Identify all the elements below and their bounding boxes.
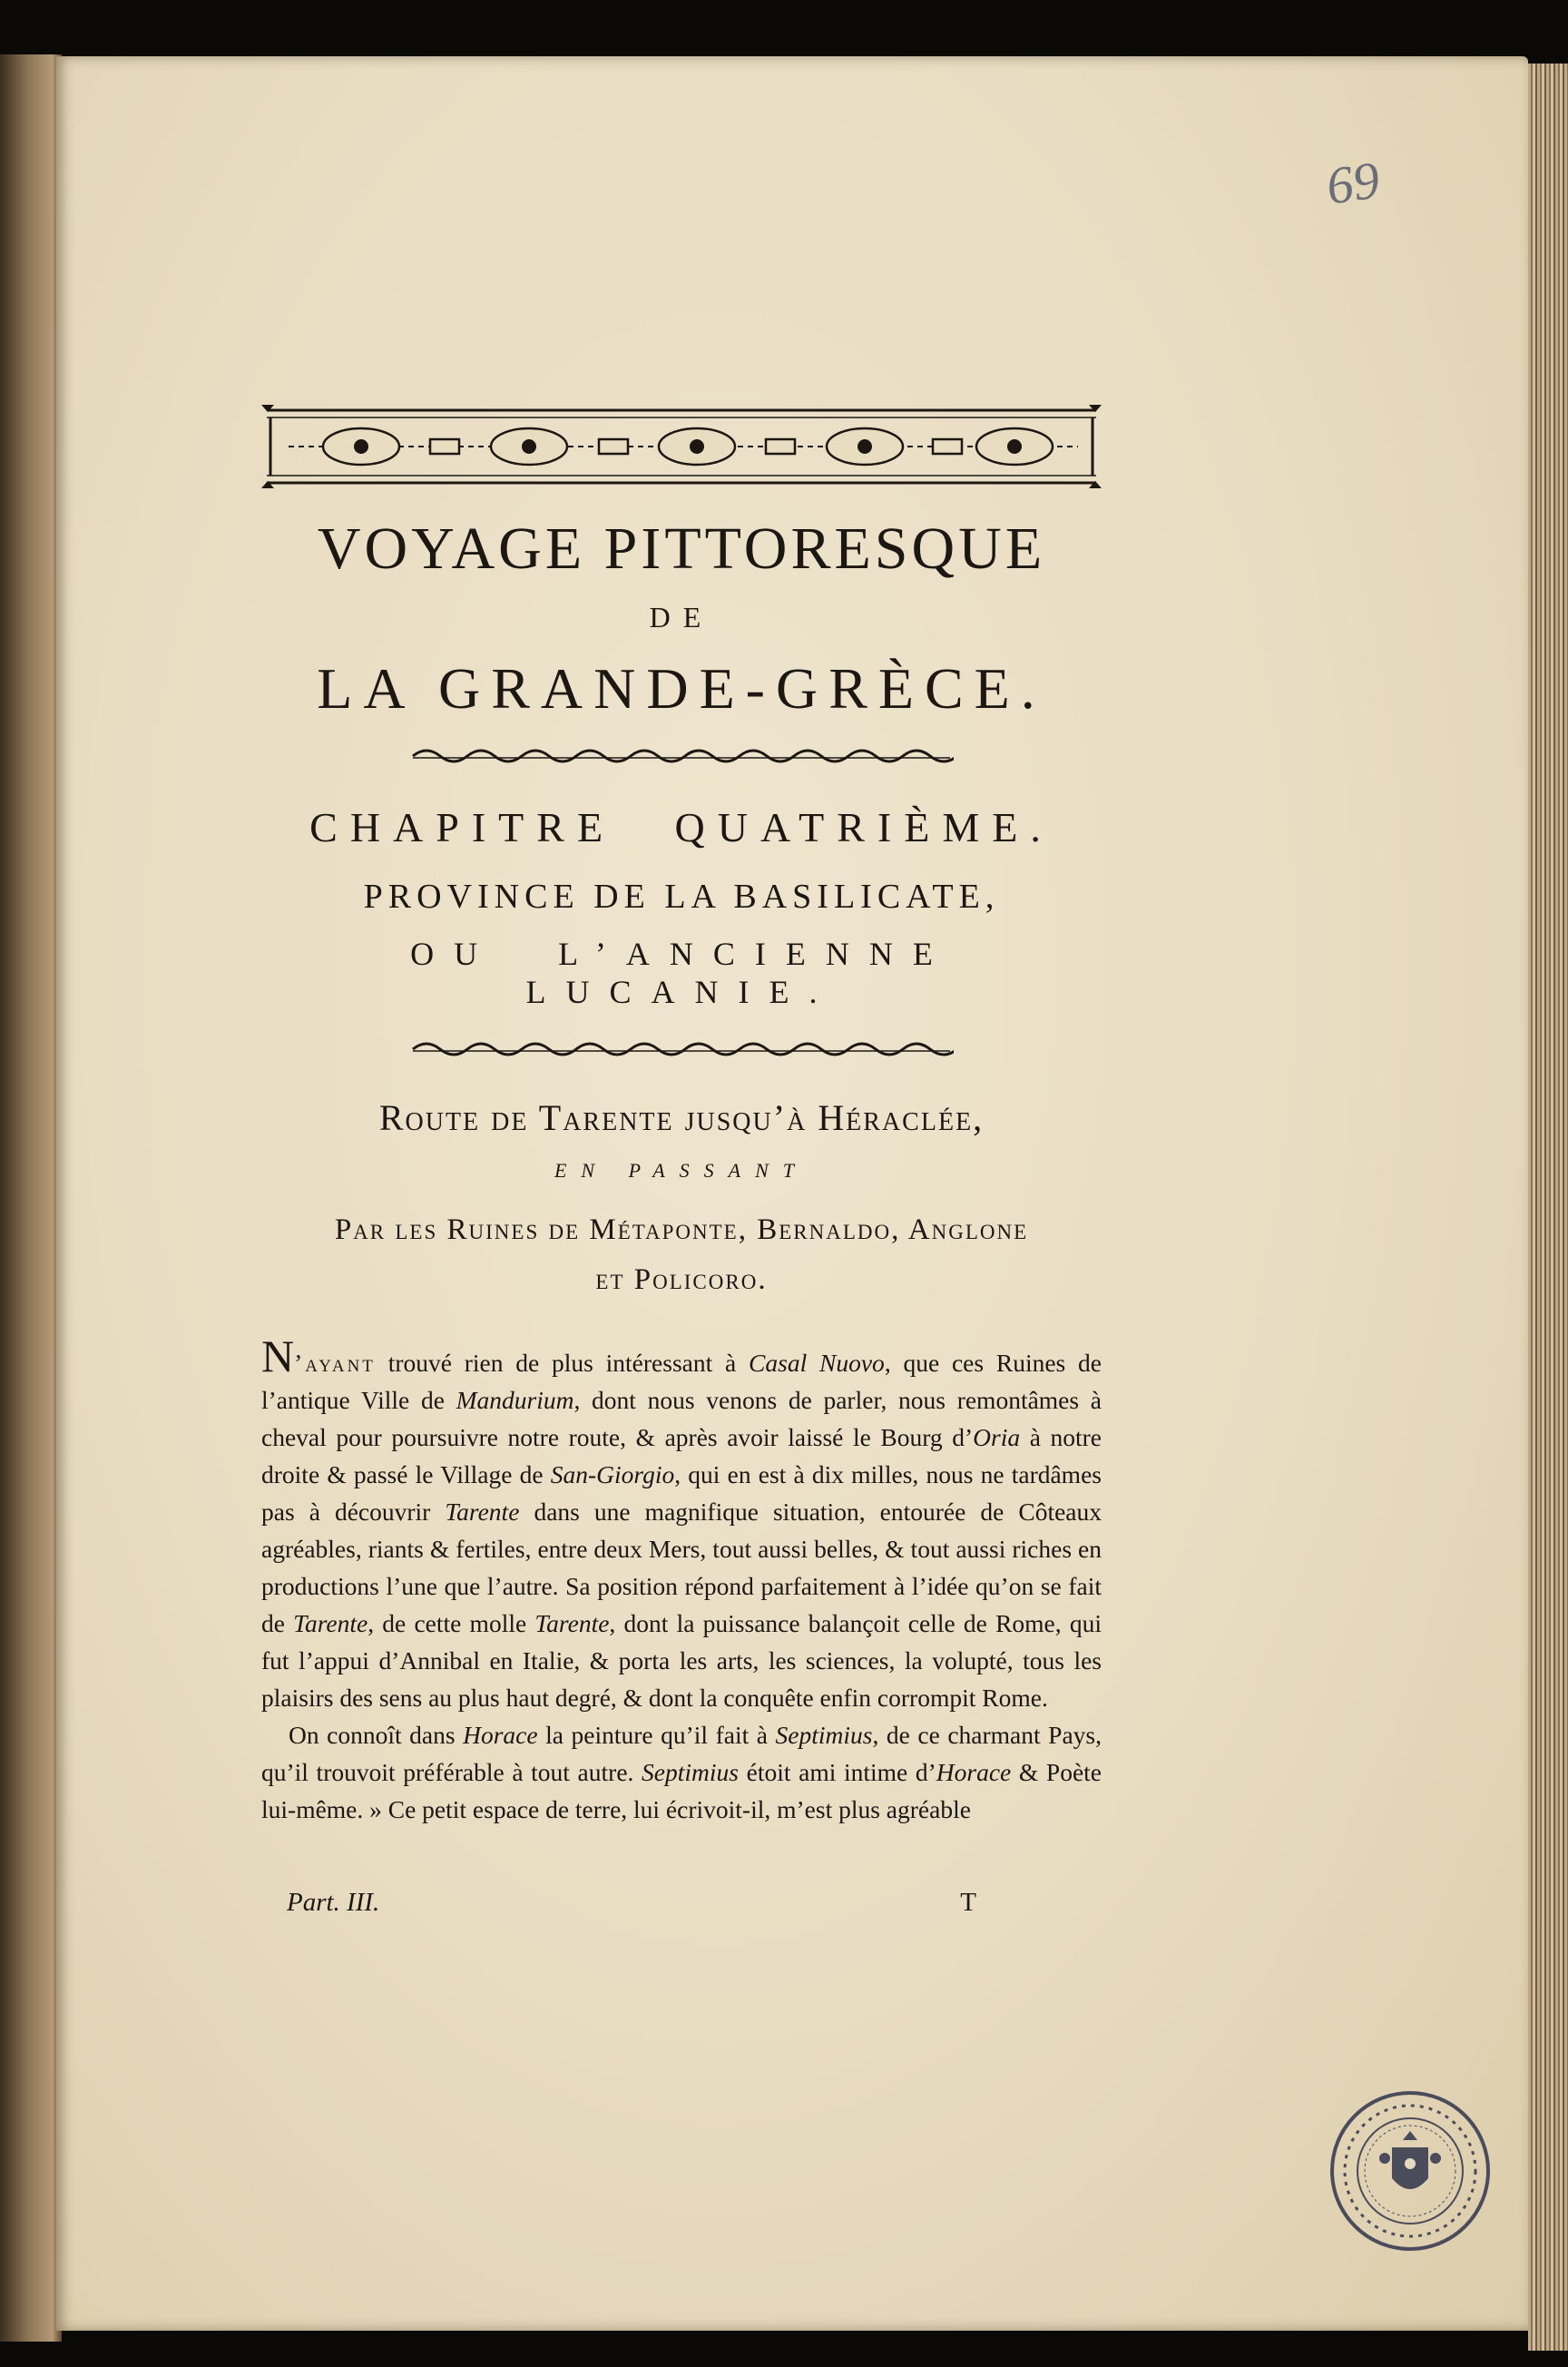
left-page-edge bbox=[0, 54, 62, 2342]
folio-number: 69 bbox=[1322, 150, 1384, 216]
text-run: & Poète lui-même. » Ce petit espace de terre, lui écrivoit-il, m’est plus agréable bbox=[261, 1758, 1102, 1823]
body-text bbox=[261, 1333, 1102, 1828]
text-run: étoit ami intime d’ bbox=[738, 1758, 936, 1786]
italic-place-name: Tarente bbox=[293, 1609, 368, 1637]
text-run: à notre droite & passé le Village de bbox=[261, 1423, 1102, 1488]
right-page-edges bbox=[1528, 64, 1568, 2351]
lead-small-caps: ’ayant bbox=[294, 1349, 376, 1377]
italic-name: Septimius bbox=[775, 1721, 873, 1749]
italic-name: Septimius bbox=[642, 1758, 739, 1786]
chapter-heading: CHAPITRE QUATRIÈME. bbox=[309, 804, 1054, 850]
title-voyage-pittoresque: VOYAGE PITTORESQUE bbox=[317, 516, 1046, 582]
route-heading: Route de Tarente jusqu’à Héraclée, bbox=[378, 1097, 985, 1138]
route-places-end: et Policoro. bbox=[595, 1263, 768, 1296]
ornament-chain-2 bbox=[409, 1038, 954, 1060]
text-run: On connoît dans bbox=[289, 1721, 464, 1749]
text-run: , que ces Ruines de l’antique Ville de bbox=[261, 1349, 1102, 1414]
italic-place-name: Oria bbox=[973, 1423, 1021, 1451]
route-en-passant: EN PASSANT bbox=[554, 1159, 808, 1182]
text-run: la peinture qu’il fait à bbox=[537, 1721, 776, 1749]
title-de: DE bbox=[649, 601, 714, 633]
italic-name: Horace bbox=[936, 1758, 1012, 1786]
drop-cap: N bbox=[261, 1331, 295, 1381]
italic-place-name: Tarente bbox=[534, 1609, 610, 1637]
signature-mark: T bbox=[960, 1888, 976, 1917]
page-content bbox=[261, 405, 1102, 1828]
page-footer bbox=[287, 1888, 976, 1924]
text-run: trouvé rien de plus intéressant à bbox=[375, 1349, 750, 1377]
paragraph-1 bbox=[261, 1333, 1102, 1716]
title-grande-grece: LA GRANDE-GRÈCE. bbox=[317, 656, 1046, 721]
library-stamp bbox=[1327, 2087, 1494, 2254]
part-number: Part. III. bbox=[287, 1888, 380, 1917]
text-run: , de ce charmant Pays, qu’il trouvoit préférable à tout autre. bbox=[261, 1721, 1102, 1786]
text-run: dans une magnifique situation, entourée de Côteaux agréables, riants & fertiles, entre deux Mers, tout aussi belles, & tout aussi riches en productions l’une que l’autre. Sa position répond parfaitement à l’idée qu’on se fait de bbox=[261, 1498, 1102, 1637]
italic-name: Horace bbox=[463, 1721, 538, 1749]
text-run: , qui en est à dix milles, nous ne tardâmes pas à découvrir bbox=[261, 1460, 1102, 1526]
italic-place-name: Mandurium bbox=[456, 1386, 574, 1414]
ornament-frieze-top bbox=[261, 405, 1102, 488]
text-run: , de cette molle bbox=[368, 1609, 535, 1637]
ornament-chain-1 bbox=[409, 745, 954, 767]
chapter-subtitle: OU L’ANCIENNE LUCANIE. bbox=[410, 936, 953, 1010]
italic-place-name: Tarente bbox=[445, 1498, 520, 1526]
italic-place-name: San-Giorgio bbox=[550, 1460, 675, 1488]
paragraph-2 bbox=[261, 1716, 1102, 1828]
chapter-province: PROVINCE DE LA BASILICATE, bbox=[363, 878, 1000, 916]
italic-place-name: Casal Nuovo bbox=[749, 1349, 885, 1377]
text-run: , dont nous venons de parler, nous remontâmes à cheval pour poursuivre notre route, & après avoir laissé le Bourg d’ bbox=[261, 1386, 1102, 1451]
text-run: , dont la puissance balançoit celle de Rome, qui fut l’appui d’Annibal en Italie, & porta les arts, les sciences, la volupté, tous les plaisirs des sens au plus haut degré, & dont la conquête enfin corrompit Rome. bbox=[261, 1609, 1102, 1712]
route-places: Par les Ruines de Métaponte, Bernaldo, Anglone bbox=[334, 1213, 1029, 1246]
